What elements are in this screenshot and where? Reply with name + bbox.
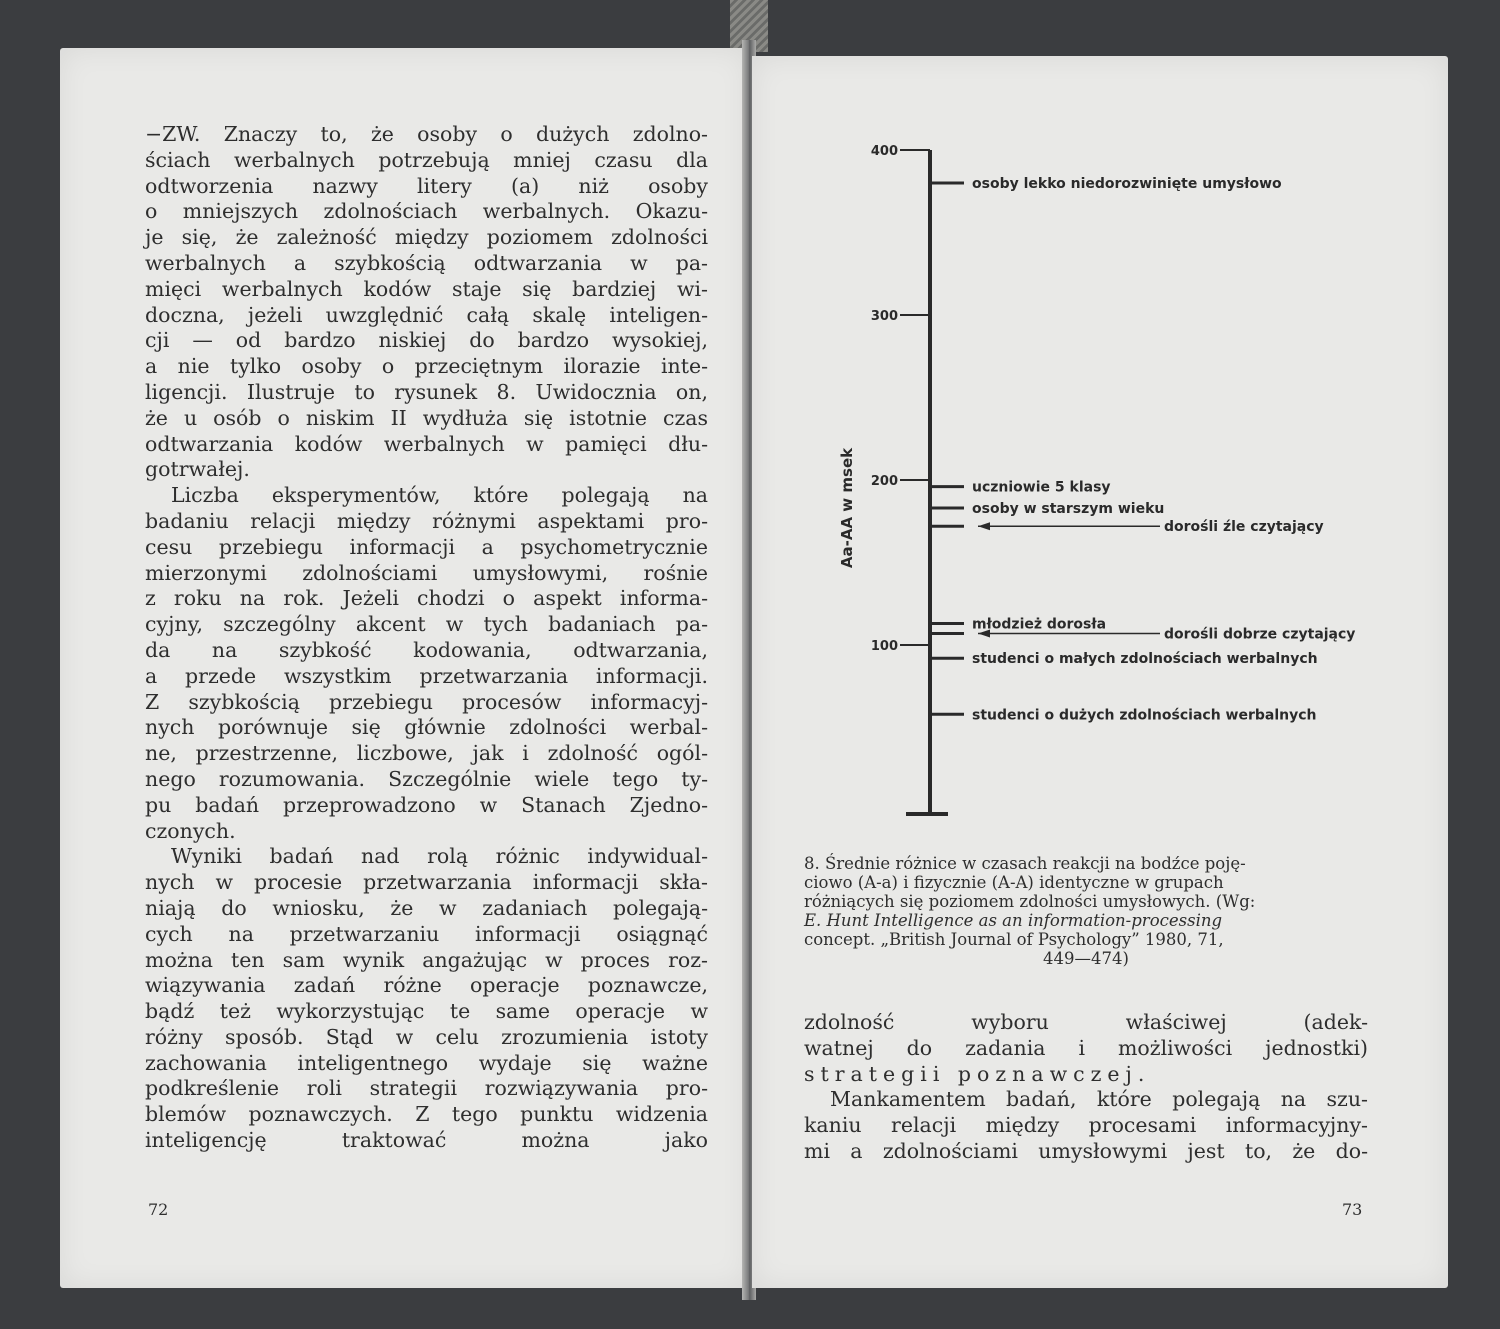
text-line: zdolność wyboru właściwej (adek- bbox=[804, 1010, 1368, 1034]
text-line: Wyniki badań nad rolą różnic indywidual- bbox=[171, 844, 708, 869]
caption-line: ciowo (A-a) i fizycznie (A-A) identyczne w grupach bbox=[804, 873, 1224, 892]
text-line: nego rozumowania. Szczególnie wiele tego ty- bbox=[145, 766, 708, 791]
text-line: bądź też wykorzystując te same operacje w bbox=[145, 999, 708, 1024]
text-line: mięci werbalnych kodów staje się bardziej wi- bbox=[145, 276, 708, 301]
text-line: ne, przestrzenne, liczbowe, jak i zdolność ogól- bbox=[145, 741, 708, 766]
figure-caption bbox=[804, 854, 1368, 968]
text-line: odtworzenia nazwy litery (a) niż osoby bbox=[145, 173, 708, 198]
reaction-time-chart bbox=[838, 138, 1362, 838]
text-line: ściach werbalnych potrzebują mniej czasu dla bbox=[145, 147, 708, 172]
caption-line: 8. Średnie różnice w czasach reakcji na bodźce poję- bbox=[804, 854, 1246, 873]
text-line: mi a zdolnościami umysłowymi jest to, że do- bbox=[804, 1138, 1368, 1163]
text-line: różny sposób. Stąd w celu zrozumienia istoty bbox=[145, 1024, 708, 1049]
data-point-label: studenci o dużych zdolnościach werbalnych bbox=[972, 707, 1317, 724]
text-line: odtwarzania kodów werbalnych w pamięci dłu- bbox=[145, 431, 708, 456]
left-page bbox=[60, 48, 748, 1288]
text-line: czonych. bbox=[145, 818, 236, 843]
text-line: z roku na rok. Jeżeli chodzi o aspekt informa- bbox=[145, 586, 708, 611]
y-tick-label: 400 bbox=[870, 144, 898, 159]
text-line: niają do wniosku, że w zadaniach polegają- bbox=[145, 895, 708, 920]
caption-line: różniących się poziomem zdolności umysłowych. (Wg: bbox=[804, 892, 1256, 911]
right-page bbox=[752, 56, 1448, 1288]
text-line: inteligencję traktować można jako bbox=[145, 1128, 708, 1153]
data-point-label: młodzież dorosła bbox=[972, 616, 1107, 633]
text-line: kaniu relacji między procesami informacyjny- bbox=[804, 1113, 1368, 1138]
text-line: −ZW. Znaczy to, że osoby o dużych zdolno- bbox=[145, 122, 708, 146]
text-line: nych porównuje się głównie zdolności werbal- bbox=[145, 715, 708, 740]
left-page-text bbox=[145, 122, 708, 1154]
text-line: blemów poznawczych. Z tego punktu widzenia bbox=[145, 1102, 708, 1127]
chart-y-axis-label: Aa-AA w msek bbox=[838, 447, 856, 569]
caption-line: E. Hunt Intelligence as an information-processing bbox=[804, 911, 1223, 930]
caption-line: concept. „British Journal of Psychology” 1980, 71, bbox=[804, 930, 1224, 949]
data-point-label: dorośli dobrze czytający bbox=[1164, 626, 1356, 643]
text-line: doczna, jeżeli uwzględnić całą skalę inteligen- bbox=[145, 302, 708, 327]
text-line: Mankamentem badań, które polegają na szu- bbox=[830, 1087, 1368, 1112]
page-number: 73 bbox=[1342, 1200, 1363, 1219]
data-point-label: osoby w starszym wieku bbox=[972, 501, 1165, 518]
text-line: strategii poznawczej. bbox=[804, 1061, 1151, 1086]
text-line: zachowania inteligentnego wydaje się ważne bbox=[145, 1050, 708, 1075]
text-line: nych w procesie przetwarzania informacji skła- bbox=[145, 870, 708, 895]
text-line: cych na przetwarzaniu informacji osiągnąć bbox=[145, 921, 708, 946]
text-line: werbalnych a szybkością odtwarzania w pa- bbox=[145, 250, 708, 275]
text-line: da na szybkość kodowania, odtwarzania, bbox=[145, 637, 708, 662]
text-line: pu badań przeprowadzono w Stanach Zjedno- bbox=[145, 792, 708, 817]
text-line: je się, że zależność między poziomem zdolności bbox=[145, 225, 708, 250]
text-line: można ten sam wynik angażując w proces roz- bbox=[145, 947, 708, 972]
text-line: cji — od bardzo niskiej do bardzo wysokiej, bbox=[145, 328, 708, 353]
y-tick-label: 300 bbox=[870, 309, 898, 324]
text-line: watnej do zadania i możliwości jednostki) bbox=[804, 1035, 1368, 1060]
text-line: gotrwałej. bbox=[145, 457, 250, 482]
text-line: a przede wszystkim przetwarzania informacji. bbox=[145, 663, 708, 688]
y-tick-label: 200 bbox=[870, 474, 898, 489]
text-line: ligencji. Ilustruje to rysunek 8. Uwidocznia on, bbox=[145, 379, 708, 404]
text-line: a nie tylko osoby o przeciętnym ilorazie inte- bbox=[145, 354, 708, 379]
data-point-label: osoby lekko niedorozwinięte umysłowo bbox=[972, 176, 1282, 192]
text-line: o mniejszych zdolnościach werbalnych. Okazu- bbox=[145, 199, 708, 224]
text-line: podkreślenie roli strategii rozwiązywania pro- bbox=[145, 1076, 708, 1101]
text-line: że u osób o niskim II wydłuża się istotnie czas bbox=[145, 405, 708, 430]
right-page-text bbox=[804, 1010, 1368, 1165]
pointer-arrow-head bbox=[978, 522, 990, 530]
data-point-label: uczniowie 5 klasy bbox=[972, 479, 1111, 496]
text-line: cyjny, szczególny akcent w tych badaniach pa- bbox=[145, 612, 708, 637]
data-point-label: dorośli źle czytający bbox=[1164, 519, 1324, 536]
text-line: mierzonymi zdolnościami umysłowymi, rośnie bbox=[145, 560, 708, 585]
text-line: Z szybkością przebiegu procesów informacyj- bbox=[145, 689, 708, 714]
text-line: badaniu relacji między różnymi aspektami pro- bbox=[145, 508, 708, 533]
text-line: Liczba eksperymentów, które polegają na bbox=[171, 483, 708, 508]
page-number: 72 bbox=[148, 1200, 169, 1219]
text-line: cesu przebiegu informacji a psychometrycznie bbox=[145, 534, 708, 559]
text-line: wiązywania zadań różne operacje poznawcze, bbox=[145, 973, 708, 998]
y-tick-label: 100 bbox=[870, 639, 898, 654]
caption-line: 449—474) bbox=[1043, 949, 1129, 968]
data-point-label: studenci o małych zdolnościach werbalnych bbox=[972, 651, 1318, 668]
